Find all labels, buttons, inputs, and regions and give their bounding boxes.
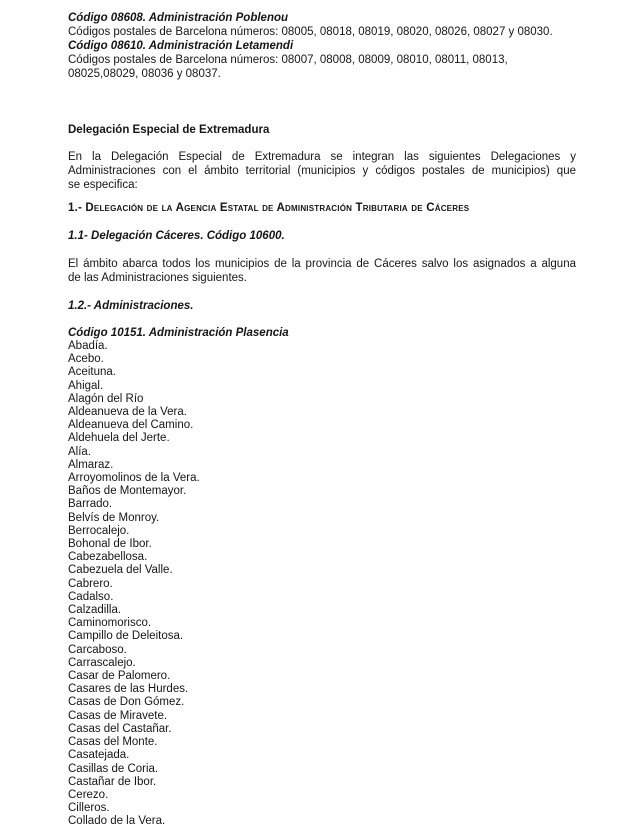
municipality-item: Casas del Monte. (68, 736, 158, 749)
postal-codes-section (68, 11, 576, 81)
municipality-item: Ahigal. (68, 379, 104, 392)
scope-paragraph (68, 257, 576, 285)
municipality-item: Casas de Miravete. (68, 709, 168, 722)
postal-codes-08610 (68, 53, 576, 81)
municipality-item: Casatejada. (68, 749, 130, 762)
paragraph-line: Administraciones con el ámbito territorial (municipios y códigos postales de municipios) que (68, 165, 576, 177)
section-title-extremadura: Delegación Especial de Extremadura (68, 124, 270, 136)
paragraph-line: El ámbito abarca todos los municipios de la provincia de Cáceres salvo los asignados a alguna (68, 258, 576, 270)
municipality-item: Casas del Castañar. (68, 722, 172, 735)
intro-paragraph (68, 150, 576, 192)
municipality-item: Acebo. (68, 353, 104, 366)
postal-codes-line: 08025,08029, 08036 y 08037. (68, 68, 221, 80)
municipality-item: Arroyomolinos de la Vera. (68, 472, 200, 485)
municipality-item: Abadía. (68, 340, 108, 352)
postal-codes-08608: Códigos postales de Barcelona números: 08005, 08018, 08019, 08020, 08026, 08027 y 08030. (68, 26, 553, 38)
municipality-item: Casar de Palomero. (68, 670, 171, 683)
municipality-item: Aldeanueva del Camino. (68, 419, 194, 432)
municipality-list (68, 340, 576, 829)
municipality-item: Cabezabellosa. (68, 551, 148, 564)
paragraph-line: se especifica: (68, 179, 138, 191)
municipality-item: Almaraz. (68, 458, 114, 471)
municipality-item: Berrocalejo. (68, 524, 130, 537)
municipality-item: Casares de las Hurdes. (68, 683, 189, 696)
municipality-item: Collado de la Vera. (68, 815, 166, 828)
code-heading-08610: Código 08610. Administración Letamendi (68, 40, 294, 52)
municipality-item: Alía. (68, 445, 92, 458)
municipality-item: Carcaboso. (68, 643, 127, 656)
municipality-item: Calzadilla. (68, 604, 122, 617)
municipality-item: Bohonal de Ibor. (68, 538, 152, 551)
municipality-item: Alagón del Río (68, 392, 144, 405)
municipality-item: Aceituna. (68, 366, 116, 379)
municipality-item: Cadalso. (68, 590, 114, 603)
code-heading-08608: Código 08608. Administración Poblenou (68, 12, 289, 24)
municipality-item: Cilleros. (68, 802, 110, 815)
paragraph-line: de las Administraciones siguientes. (68, 272, 247, 284)
municipality-item: Caminomorisco. (68, 617, 152, 630)
postal-codes-line: Códigos postales de Barcelona números: 08007, 08008, 08009, 08010, 08011, 08013, (68, 54, 508, 66)
municipality-item: Casas de Don Gómez. (68, 696, 185, 709)
municipality-item: Carrascalejo. (68, 656, 136, 669)
heading-delegacion-caceres: 1.- Delegación de la Agencia Estatal de Administración Tributaria de Cáceres (68, 202, 470, 214)
municipality-item: Aldeanueva de la Vera. (68, 406, 187, 419)
municipality-item: Baños de Montemayor. (68, 485, 187, 498)
municipality-item: Cabezuela del Valle. (68, 564, 173, 577)
municipality-item: Aldehuela del Jerte. (68, 432, 170, 445)
paragraph-line: En la Delegación Especial de Extremadura se integran las siguientes Delegaciones y (68, 151, 576, 163)
municipality-item: Campillo de Deleitosa. (68, 630, 184, 643)
municipality-item: Cerezo. (68, 788, 109, 801)
subheading-1-2-administraciones: 1.2.- Administraciones. (68, 300, 194, 312)
subheading-1-1-delegacion-caceres: 1.1- Delegación Cáceres. Código 10600. (68, 230, 285, 242)
municipality-item: Barrado. (68, 498, 113, 511)
municipality-item: Castañar de Ibor. (68, 775, 157, 788)
municipality-item: Casillas de Coria. (68, 762, 159, 775)
municipality-item: Belvís de Monroy. (68, 511, 160, 524)
code-heading-10151-plasencia: Código 10151. Administración Plasencia (68, 327, 289, 339)
municipality-item: Cabrero. (68, 577, 113, 590)
